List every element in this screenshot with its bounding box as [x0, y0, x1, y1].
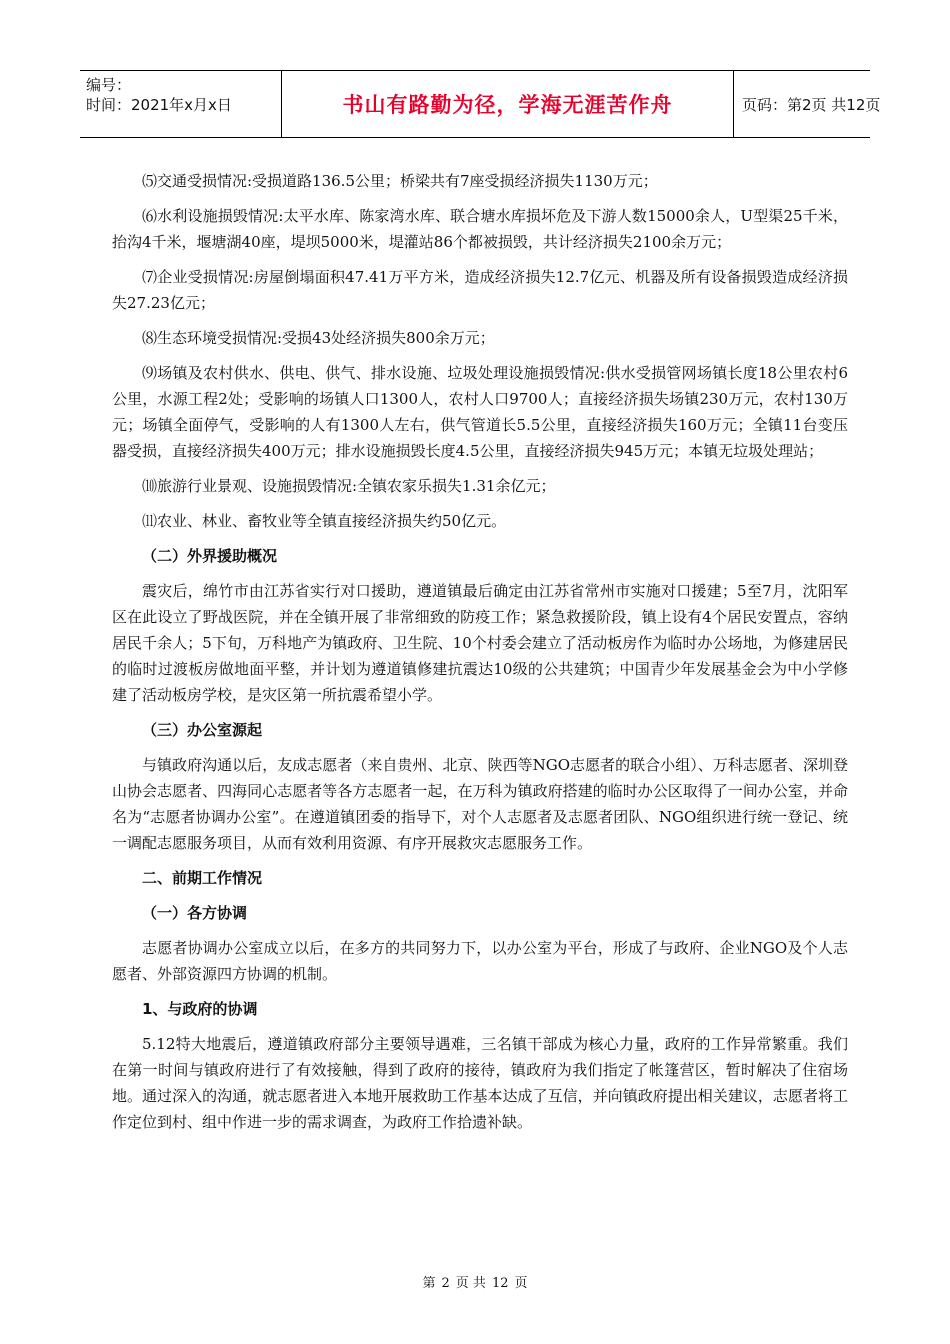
- footer-prefix: 第: [422, 1276, 436, 1291]
- section-heading: （三）办公室源起: [142, 721, 263, 739]
- body-paragraph: ⑸交通受损情况:受损道路136.5公里；桥梁共有7座受损经济损失1130万元；: [142, 172, 658, 190]
- body-paragraph: 震灾后，绵竹市由江苏省实行对口援助，遵道镇最后确定由江苏省常州市实施对口援建；5至7月，沈阳军区在此设立了野战医院，并在全镇开展了非常细致的防疫工作；紧急救援阶段，镇上设有4个居民安置点，容纳居民千余人；5下旬，万科地产为镇政府、卫生院、10个村委会建立了活动板房作为临时办公场地，为修建居民的临时过渡板房做地面平整，并计划为遵道镇修建抗震达10级的公共建筑；中国青少年发展基金会为中小学修建了活动板房学校，是灾区第一所抗震希望小学。: [112, 582, 848, 704]
- page-footer: [0, 1272, 950, 1291]
- footer-total-pages: 12: [491, 1276, 509, 1291]
- document-body: [112, 168, 848, 1144]
- section-heading: （一）各方协调: [142, 904, 248, 922]
- section-heading: （二）外界援助概况: [142, 547, 278, 565]
- body-paragraph: ⑼场镇及农村供水、供电、供气、排水设施、垃圾处理设施损毁情况:供水受损管网场镇长度18公里农村6公里，水源工程2处；受影响的场镇人口1300人，农村人口9700人；直接经济损失场镇230万元，农村130万元；场镇全面停气，受影响的人有1300人左右，供气管道长5.5公里，直接经济损失160万元；全镇11台变压器受损，直接经济损失400万元；排水设施损毁长度4.5公里，直接经济损失945万元；本镇无垃圾处理站；: [112, 364, 848, 460]
- body-paragraph: ⑺企业受损情况:房屋倒塌面积47.41万平方米，造成经济损失12.7亿元、机器及所有设备损毁造成经济损失27.23亿元；: [112, 268, 848, 312]
- document-date: 时间：2021年x月x日: [86, 96, 232, 114]
- body-paragraph: 志愿者协调办公室成立以后，在多方的共同努力下，以办公室为平台，形成了与政府、企业NGO及个人志愿者、外部资源四方协调的机制。: [112, 939, 848, 983]
- header-motto: 书山有路勤为径，学海无涯苦作舟: [282, 71, 734, 137]
- footer-suffix: 页: [514, 1276, 528, 1291]
- header-page-info: 页码：第2页 共12页: [742, 95, 881, 114]
- footer-current-page: 2: [441, 1276, 450, 1291]
- body-paragraph: ⑾农业、林业、畜牧业等全镇直接经济损失约50亿元。: [142, 512, 507, 530]
- footer-mid: 页 共: [455, 1276, 486, 1291]
- header-meta: [80, 71, 282, 137]
- body-paragraph: ⑽旅游行业景观、设施损毁情况:全镇农家乐损失1.31余亿元；: [142, 477, 556, 495]
- body-paragraph: ⑻生态环境受损情况:受损43处经济损失800余万元；: [142, 329, 495, 347]
- section-heading: 1、与政府的协调: [142, 1000, 258, 1018]
- section-heading: 二、前期工作情况: [142, 869, 263, 887]
- body-paragraph: ⑹水利设施损毁情况:太平水库、陈家湾水库、联合塘水库损坏危及下游人数15000余人，U型渠25千米，抬沟4千米，堰塘湖40座，堤坝5000米，堤灌站86个都被损毁，共计经济损失2100余万元；: [112, 207, 848, 251]
- body-paragraph: 5.12特大地震后，遵道镇政府部分主要领导遇难，三名镇干部成为核心力量，政府的工作异常繁重。我们在第一时间与镇政府进行了有效接触，得到了政府的接待，镇政府为我们指定了帐篷营区，暂时解决了住宿场地。通过深入的沟通，就志愿者进入本地开展救助工作基本达成了互信，并向镇政府提出相关建议，志愿者将工作定位到村、组中作进一步的需求调查，为政府工作拾遗补缺。: [112, 1035, 848, 1131]
- body-paragraph: 与镇政府沟通以后，友成志愿者（来自贵州、北京、陕西等NGO志愿者的联合小组）、万科志愿者、深圳登山协会志愿者、四海同心志愿者等各方志愿者一起，在万科为镇政府搭建的临时办公区取得了一间办公室，并命名为“志愿者协调办公室”。在遵道镇团委的指导下，对个人志愿者及志愿者团队、NGO组织进行统一登记、统一调配志愿服务项目，从而有效利用资源、有序开展救灾志愿服务工作。: [112, 756, 848, 852]
- page-header: [80, 70, 881, 138]
- document-number-label: 编号：: [86, 76, 132, 94]
